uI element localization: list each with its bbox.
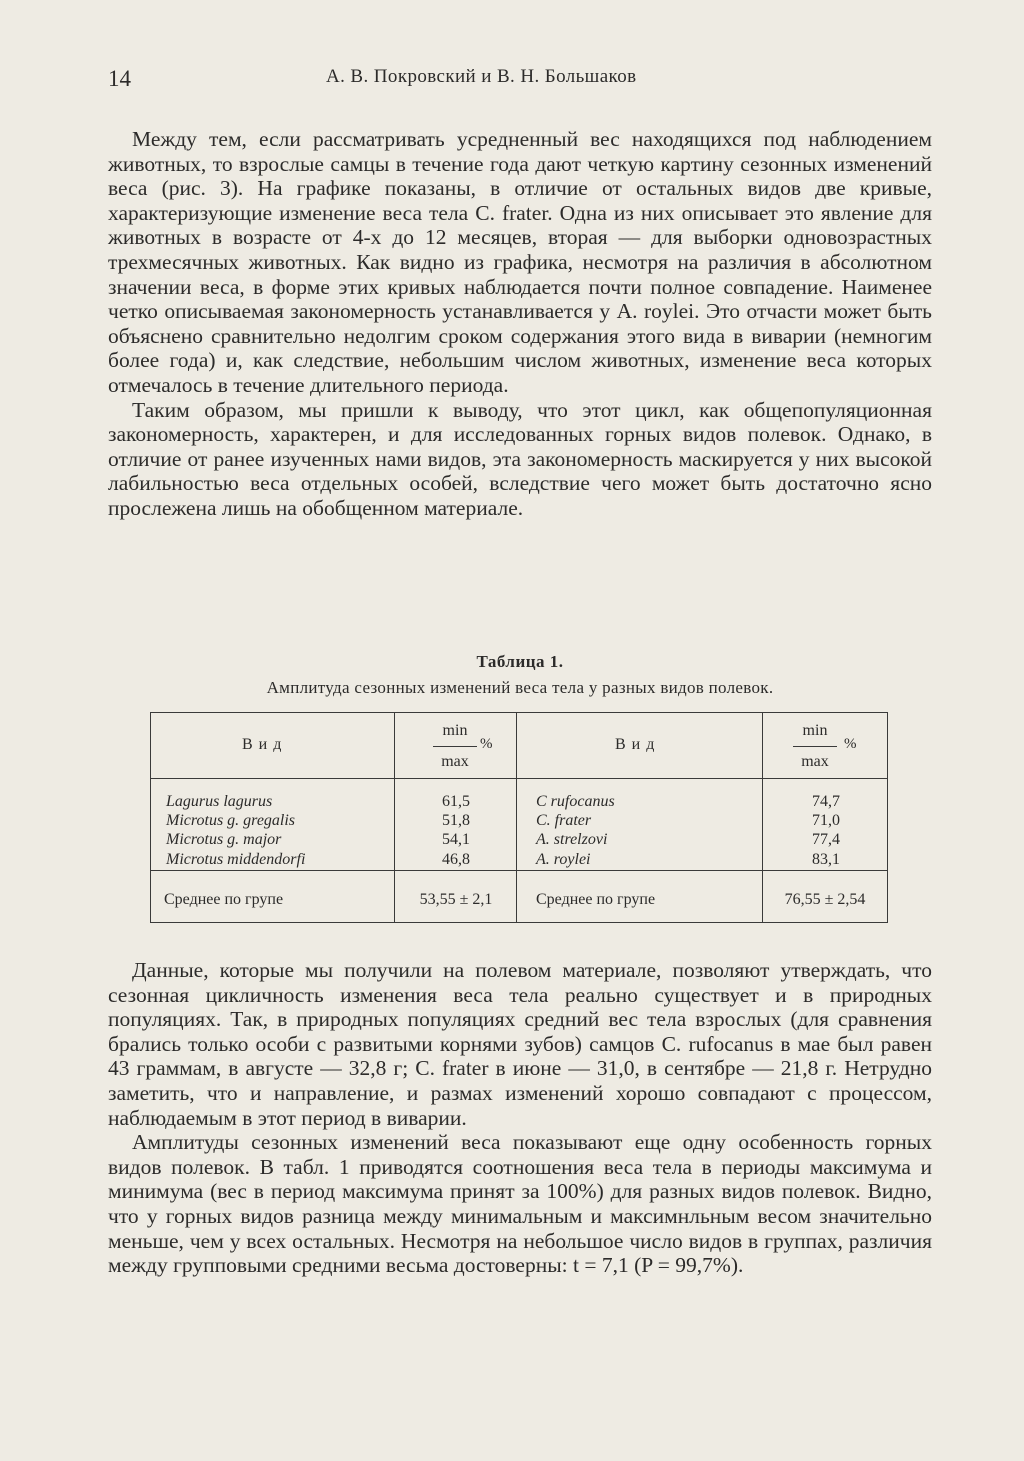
- table-subtitle: Амплитуда сезонных изменений веса тела у разных видов полевок.: [266, 678, 774, 697]
- header-pct-right: %: [844, 736, 857, 752]
- table-value: 54,1: [442, 831, 470, 849]
- table-value: 74,7: [812, 793, 840, 810]
- text-block-bottom: [108, 958, 932, 1278]
- header-max: max: [441, 753, 469, 770]
- page-header: [108, 66, 928, 100]
- table-divider: [762, 712, 763, 922]
- text-block-top: [108, 127, 932, 521]
- header-species-right: В и д: [615, 736, 656, 753]
- table-group-divider: [516, 712, 517, 922]
- table-value: 51,8: [442, 812, 470, 830]
- header-min: min: [442, 722, 468, 739]
- table-value: 61,5: [442, 793, 470, 810]
- data-table: [150, 712, 888, 922]
- paragraph: Таким образом, мы пришли к выводу, что этот цикл, как общепопуляционная закономерность, характерен, и для исследованных горных видов полевок. Однако, в отличие от ранее изученных нами видов, эта закономерность маскируется у них высокой лабильностью веса отдельных особей, вследствие чего может быть достаточно ясно прослежена лишь на обобщенном материале.: [108, 397, 932, 520]
- species-name: A. strelzovi: [536, 831, 608, 849]
- species-name: A. roylei: [536, 850, 591, 868]
- mean-label-right: Среднее по групе: [536, 891, 656, 908]
- table-divider: [394, 712, 395, 922]
- header-min: min: [802, 722, 828, 739]
- table-right-border: [887, 712, 888, 922]
- paragraph: Амплитуды сезонных изменений веса показывают еще одну особенность горных видов полевок. В табл. 1 приводятся соотношения веса тела в периоды максимума и минимума (вес в период максимума принят за 100%) для разных видов полевок. Видно, что у горных видов разница между минимальным и максимнльным весом значительно меньше, чем у всех остальных. Несмотря на небольшое число видов в группах, различия между групповыми средними весьма достоверны: t = 7,1 (P = 99,7%).: [108, 1130, 932, 1278]
- species-column-right: [536, 792, 615, 869]
- page-number: 14: [108, 66, 131, 91]
- species-name: C. frater: [536, 812, 592, 830]
- table-caption: [108, 651, 932, 700]
- table-title: Таблица 1.: [476, 652, 564, 671]
- species-name: C rufocanus: [536, 793, 615, 810]
- paragraph: Данные, которые мы получили на полевом материале, позволяют утверждать, что сезонная цикличность изменения веса тела реально существует и в природных популяциях. Так, в природных популяциях средний вес тела взрослых (для сравнения брались только особи с развитыми корнями зубов) самцов C. rufocanus в мае был равен 43 граммам, в августе — 32,8 г; C. frater в июне — 31,0, в сентябре — 21,8 г. Нетрудно заметить, что и направление, и размах изменений хорошо совпадают с процессом, наблюдаемым в этот период в виварии.: [108, 958, 932, 1130]
- table-value: 83,1: [812, 850, 840, 868]
- paragraph: Между тем, если рассматривать усредненный вес находящихся под наблюдением животных, то взрослые самцы в течение года дают четкую картину сезонных изменений веса (рис. 3). На графике показаны, в отличие от остальных видов две кривые, характеризующие изменение веса тела C. frater. Одна из них описывает это явление для животных в возрасте от 4-х до 12 месяцев, вторая — для выборки одновозрастных трехмесячных животных. Как видно из графика, несмотря на различия в абсолютном значении веса, в форме этих кривых наблюдается почти полное совпадение. Наименее четко описываемая закономерность устанавливается у A. roylei. Это отчасти может быть объяснено сравнительно недолгим сроком содержания этого вида в виварии (немногим более года) и, как следствие, небольшим числом животных, изменение веса которых отмечалось в течение длительного периода.: [108, 127, 932, 397]
- header-pct-left: %: [480, 736, 493, 752]
- mean-value-left: 53,55 ± 2,1: [419, 891, 493, 908]
- fraction-bar: [793, 746, 837, 747]
- species-name: Microtus middendorfi: [166, 850, 306, 868]
- species-name: Microtus g. gregalis: [166, 812, 296, 830]
- value-column-right: [786, 792, 866, 869]
- species-name: Lagurus lagurus: [166, 793, 273, 810]
- table-left-border: [150, 712, 151, 922]
- table-value: 77,4: [812, 831, 840, 849]
- table-header-rule: [150, 778, 888, 779]
- table-mean-rule: [150, 870, 888, 871]
- table-value: 46,8: [442, 850, 470, 868]
- species-name: Microtus g. major: [166, 831, 282, 849]
- header-species-left: В и д: [242, 736, 283, 753]
- fraction-bar: [433, 746, 477, 747]
- header-min-max-right: [780, 722, 850, 771]
- table-top-rule: [150, 712, 888, 713]
- species-column-left: [166, 792, 305, 869]
- table-bottom-rule: [150, 922, 888, 923]
- table-value: 71,0: [812, 812, 840, 830]
- mean-value-right: 76,55 ± 2,54: [784, 891, 866, 908]
- value-column-left: [416, 792, 496, 869]
- header-max: max: [801, 753, 829, 770]
- running-head: А. В. Покровский и В. Н. Большаков: [326, 66, 637, 87]
- mean-label-left: Среднее по групе: [164, 891, 284, 908]
